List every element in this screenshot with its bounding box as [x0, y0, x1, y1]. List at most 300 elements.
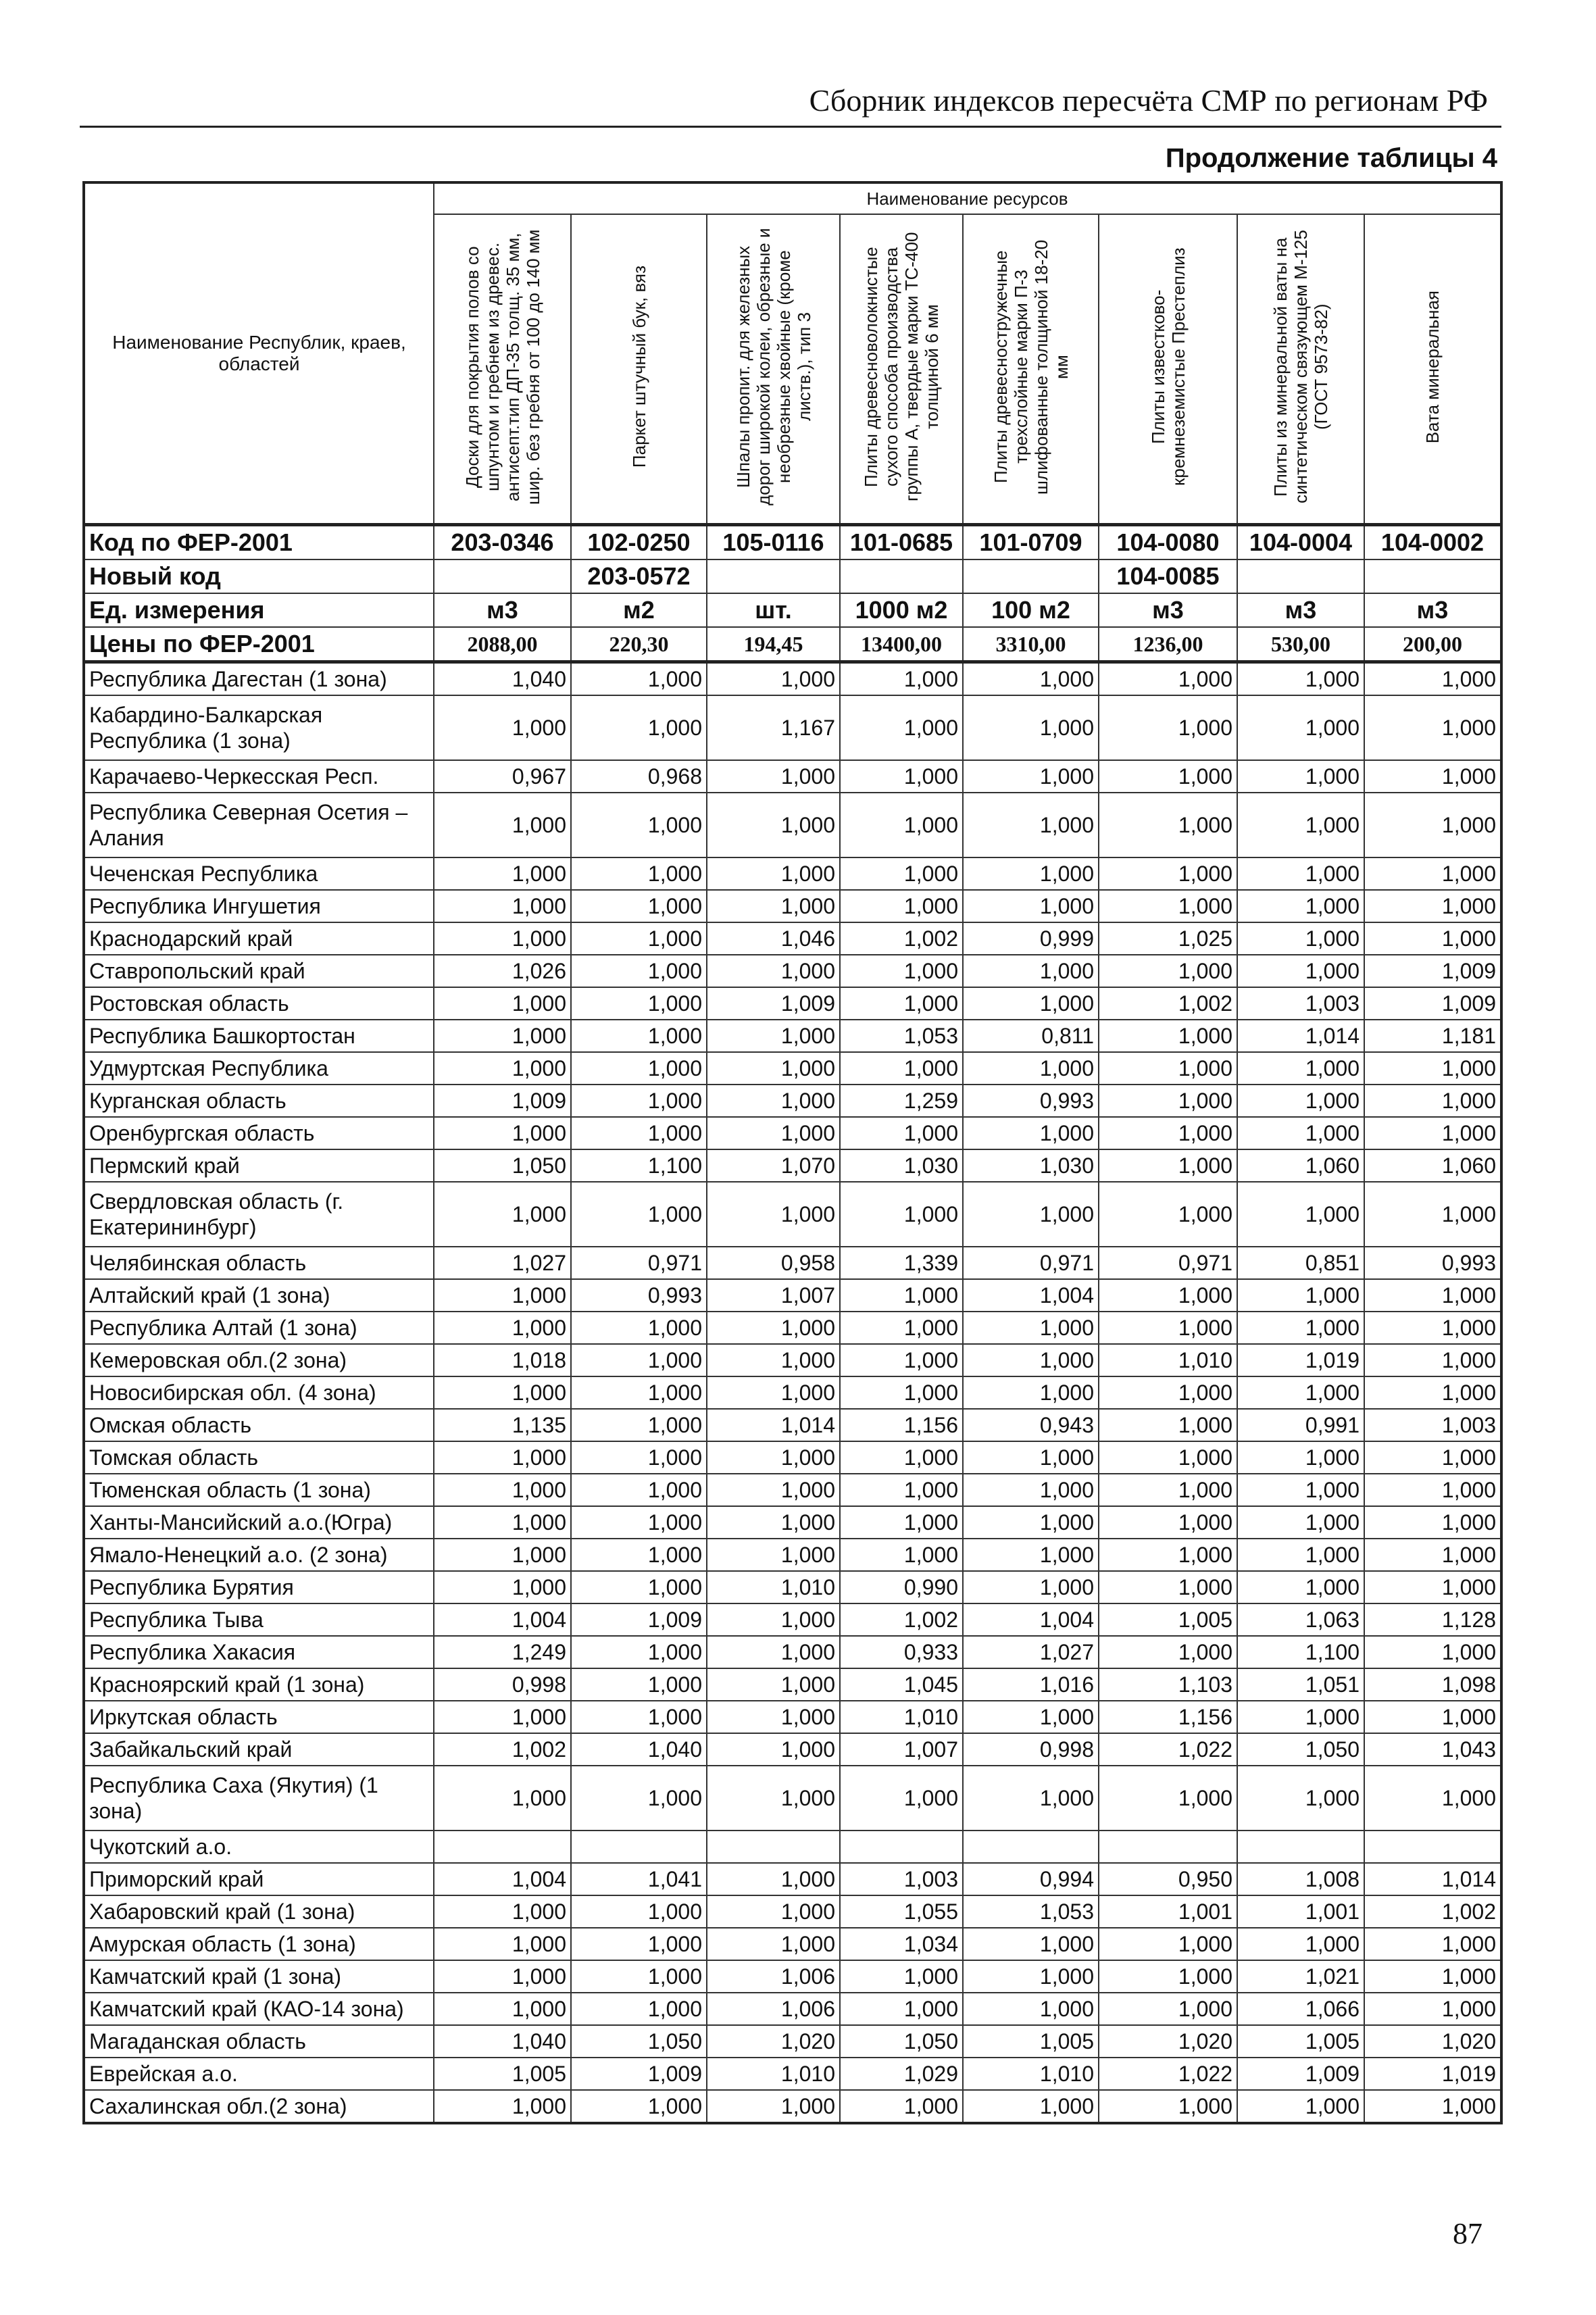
region-name: Хабаровский край (1 зона)	[84, 1895, 434, 1928]
running-title: Сборник индексов пересчёта СМР по регионам РФ	[809, 83, 1488, 118]
index-value: 1,000	[963, 1993, 1099, 2025]
table-row	[84, 695, 1501, 760]
index-value: 1,000	[434, 1701, 571, 1733]
index-value: 1,050	[434, 1149, 571, 1182]
index-value: 1,000	[1237, 1279, 1364, 1312]
code-row	[84, 525, 1501, 560]
index-value: 1,000	[1099, 1993, 1237, 2025]
index-value: 1,000	[434, 1312, 571, 1344]
index-value: 1,000	[571, 1539, 707, 1571]
index-value: 1,000	[434, 1928, 571, 1960]
region-name: Омская область	[84, 1409, 434, 1441]
index-value: 1,000	[963, 1117, 1099, 1149]
table-row	[84, 1149, 1501, 1182]
index-value: 1,014	[1237, 1020, 1364, 1052]
resource-name: Плиты из минеральной ваты на синтетическом связующем М-125 (ГОСТ 9573-82)	[1270, 230, 1331, 504]
resource-name-header	[571, 214, 707, 525]
new-code-row-cell	[1364, 559, 1501, 593]
index-value: 1,000	[1237, 1506, 1364, 1539]
index-value: 1,020	[707, 2025, 840, 2058]
index-value: 1,019	[1364, 2058, 1501, 2090]
index-value: 1,000	[1364, 1085, 1501, 1117]
index-value: 1,004	[434, 1603, 571, 1636]
index-value: 1,051	[1237, 1668, 1364, 1701]
resource-name: Шпалы пропит. для железных дорог широкой колеи, обрезные и необрезные хвойные (кроме листв.), тип 3	[732, 228, 814, 506]
index-value: 1,000	[1237, 1376, 1364, 1409]
region-name: Свердловская область (г. Екатерининбург)	[84, 1182, 434, 1247]
index-value: 1,003	[1237, 987, 1364, 1020]
index-value: 1,050	[571, 2025, 707, 2058]
index-value: 0,994	[963, 1863, 1099, 1895]
region-name: Приморский край	[84, 1863, 434, 1895]
index-value: 1,004	[434, 1863, 571, 1895]
index-value: 1,000	[1099, 1636, 1237, 1668]
index-value: 1,000	[1099, 857, 1237, 890]
index-value: 1,135	[434, 1409, 571, 1441]
unit-row	[84, 593, 1501, 627]
index-value: 1,000	[707, 1052, 840, 1085]
index-value: 1,000	[707, 1539, 840, 1571]
index-value: 1,029	[840, 2058, 963, 2090]
index-value: 1,000	[963, 1052, 1099, 1085]
index-value: 1,259	[840, 1085, 963, 1117]
code-row-cell: 101-0709	[963, 525, 1099, 560]
index-value: 1,000	[963, 1960, 1099, 1993]
index-value: 1,000	[1364, 1506, 1501, 1539]
index-value: 1,000	[571, 1441, 707, 1474]
index-value: 1,000	[840, 987, 963, 1020]
index-value: 1,043	[1364, 1733, 1501, 1766]
index-value: 1,009	[434, 1085, 571, 1117]
index-value: 1,000	[1099, 1960, 1237, 1993]
table-row	[84, 793, 1501, 857]
index-value	[1099, 1831, 1237, 1863]
index-value: 1,000	[963, 1474, 1099, 1506]
region-name: Забайкальский край	[84, 1733, 434, 1766]
index-value: 1,000	[571, 2090, 707, 2123]
resource-name-header	[1364, 214, 1501, 525]
index-value: 0,933	[840, 1636, 963, 1668]
index-value: 0,993	[963, 1085, 1099, 1117]
region-name: Курганская область	[84, 1085, 434, 1117]
index-value: 1,100	[571, 1149, 707, 1182]
index-value: 1,000	[1237, 955, 1364, 987]
index-value: 1,000	[840, 1539, 963, 1571]
table-row	[84, 2090, 1501, 2123]
index-value: 1,000	[707, 1603, 840, 1636]
index-value: 1,000	[571, 890, 707, 922]
index-value: 1,000	[1099, 695, 1237, 760]
index-value: 1,000	[840, 857, 963, 890]
unit-row-cell: м3	[1099, 593, 1237, 627]
index-value: 1,000	[840, 1441, 963, 1474]
index-value: 1,053	[963, 1895, 1099, 1928]
index-value: 1,000	[571, 987, 707, 1020]
index-value: 1,000	[434, 1020, 571, 1052]
table-row	[84, 1247, 1501, 1279]
index-value: 1,003	[840, 1863, 963, 1895]
index-value: 1,000	[434, 1571, 571, 1603]
index-value: 1,000	[707, 1895, 840, 1928]
resource-name: Плиты известково-кремнеземистые Престеплиз	[1147, 247, 1189, 487]
index-value: 1,000	[1364, 890, 1501, 922]
index-value: 1,000	[963, 1928, 1099, 1960]
index-value: 1,000	[1364, 1376, 1501, 1409]
index-value: 1,070	[707, 1149, 840, 1182]
index-value: 1,007	[840, 1733, 963, 1766]
index-value: 1,000	[963, 857, 1099, 890]
index-value: 1,000	[571, 1312, 707, 1344]
index-value: 1,020	[1364, 2025, 1501, 2058]
index-value: 1,027	[963, 1636, 1099, 1668]
index-value: 0,993	[1364, 1247, 1501, 1279]
index-value: 1,000	[571, 1668, 707, 1701]
index-value: 1,000	[963, 760, 1099, 793]
index-value: 1,000	[963, 987, 1099, 1020]
table-row	[84, 1052, 1501, 1085]
index-rows	[84, 662, 1501, 2124]
table-row	[84, 1895, 1501, 1928]
index-value: 1,000	[707, 1344, 840, 1376]
index-value: 1,339	[840, 1247, 963, 1279]
index-value: 1,046	[707, 922, 840, 955]
code-row-cell: 102-0250	[571, 525, 707, 560]
index-value: 1,000	[571, 857, 707, 890]
index-value: 1,000	[840, 695, 963, 760]
index-value: 1,000	[707, 1766, 840, 1831]
index-value	[1364, 1831, 1501, 1863]
index-value	[571, 1831, 707, 1863]
index-value: 1,000	[571, 1766, 707, 1831]
index-value: 1,100	[1237, 1636, 1364, 1668]
index-value: 1,000	[707, 1863, 840, 1895]
index-value: 1,060	[1364, 1149, 1501, 1182]
index-value: 1,000	[1099, 1506, 1237, 1539]
index-value: 0,967	[434, 760, 571, 793]
index-value: 1,000	[1237, 2090, 1364, 2123]
index-value: 1,128	[1364, 1603, 1501, 1636]
table-row	[84, 2025, 1501, 2058]
index-value: 1,000	[840, 955, 963, 987]
index-value: 1,003	[1364, 1409, 1501, 1441]
region-name: Ханты-Мансийский а.о.(Югра)	[84, 1506, 434, 1539]
price-row-cell: 200,00	[1364, 627, 1501, 662]
unit-row-label: Ед. измерения	[84, 593, 434, 627]
new-code-row	[84, 559, 1501, 593]
region-name: Новосибирская обл. (4 зона)	[84, 1376, 434, 1409]
index-value: 1,000	[707, 890, 840, 922]
index-value: 1,000	[1364, 1571, 1501, 1603]
index-value: 1,000	[571, 1085, 707, 1117]
index-value: 1,000	[707, 1085, 840, 1117]
index-value: 1,000	[963, 695, 1099, 760]
resource-name-header	[1237, 214, 1364, 525]
resource-name-header	[840, 214, 963, 525]
index-value: 1,000	[963, 1539, 1099, 1571]
index-value: 1,002	[1364, 1895, 1501, 1928]
index-value: 1,041	[571, 1863, 707, 1895]
index-value: 1,000	[1237, 1701, 1364, 1733]
table-row	[84, 1085, 1501, 1117]
table-row	[84, 857, 1501, 890]
index-value: 1,000	[707, 1020, 840, 1052]
index-value: 1,005	[1099, 1603, 1237, 1636]
index-value: 1,000	[1364, 922, 1501, 955]
index-value: 1,063	[1237, 1603, 1364, 1636]
index-value: 1,000	[434, 857, 571, 890]
table-row	[84, 922, 1501, 955]
index-value: 1,010	[840, 1701, 963, 1733]
table-row	[84, 1701, 1501, 1733]
table-row	[84, 1863, 1501, 1895]
index-value: 1,000	[571, 1928, 707, 1960]
index-value: 1,000	[434, 1474, 571, 1506]
index-value: 1,009	[571, 2058, 707, 2090]
index-value: 1,000	[571, 662, 707, 696]
table-row	[84, 1733, 1501, 1766]
table-row	[84, 1668, 1501, 1701]
index-value: 1,030	[963, 1149, 1099, 1182]
index-value: 1,002	[1099, 987, 1237, 1020]
index-value: 1,050	[1237, 1733, 1364, 1766]
index-value: 1,000	[707, 1733, 840, 1766]
index-value: 1,167	[707, 695, 840, 760]
index-value: 1,098	[1364, 1668, 1501, 1701]
resource-name: Плиты древесноволокнистые сухого способа производства группы А, твердые марки ТС-400 толщиной 6 мм	[861, 232, 942, 502]
index-value: 0,968	[571, 760, 707, 793]
index-value: 1,000	[707, 1441, 840, 1474]
index-value: 1,006	[707, 1960, 840, 1993]
index-value: 1,000	[571, 695, 707, 760]
index-value: 1,000	[1237, 890, 1364, 922]
index-value: 1,000	[571, 1474, 707, 1506]
index-value: 1,040	[571, 1733, 707, 1766]
table-row	[84, 760, 1501, 793]
unit-row-cell: 100 м2	[963, 593, 1099, 627]
table-row	[84, 890, 1501, 922]
index-value: 1,000	[1099, 1149, 1237, 1182]
region-name: Республика Бурятия	[84, 1571, 434, 1603]
index-value: 1,000	[963, 1701, 1099, 1733]
region-name: Республика Хакасия	[84, 1636, 434, 1668]
index-value: 1,000	[707, 1474, 840, 1506]
index-value: 1,000	[434, 1895, 571, 1928]
index-value: 0,991	[1237, 1409, 1364, 1441]
index-value: 1,000	[840, 662, 963, 696]
index-value: 1,053	[840, 1020, 963, 1052]
index-value: 1,000	[1364, 1182, 1501, 1247]
index-value: 1,000	[840, 1117, 963, 1149]
region-name: Еврейская а.о.	[84, 2058, 434, 2090]
region-name: Амурская область (1 зона)	[84, 1928, 434, 1960]
region-name: Республика Ингушетия	[84, 890, 434, 922]
index-value: 1,000	[963, 1344, 1099, 1376]
table-row	[84, 1409, 1501, 1441]
index-value	[840, 1831, 963, 1863]
region-name: Ростовская область	[84, 987, 434, 1020]
index-value: 1,000	[1099, 793, 1237, 857]
index-value: 1,000	[571, 1376, 707, 1409]
index-value: 0,971	[1099, 1247, 1237, 1279]
index-value: 1,045	[840, 1668, 963, 1701]
region-name: Сахалинская обл.(2 зона)	[84, 2090, 434, 2123]
index-value: 1,000	[1237, 662, 1364, 696]
region-name: Алтайский край (1 зона)	[84, 1279, 434, 1312]
resources-header: Наименование ресурсов	[434, 182, 1501, 214]
index-value: 1,000	[1099, 1441, 1237, 1474]
index-value: 1,000	[571, 922, 707, 955]
code-row-label: Код по ФЕР-2001	[84, 525, 434, 560]
index-value: 1,156	[1099, 1701, 1237, 1733]
index-value: 1,000	[434, 890, 571, 922]
index-value: 1,000	[1099, 1376, 1237, 1409]
index-value: 1,000	[1237, 1052, 1364, 1085]
index-value: 1,000	[1237, 760, 1364, 793]
new-code-row-cell	[1237, 559, 1364, 593]
index-value: 0,950	[1099, 1863, 1237, 1895]
index-value: 1,020	[1099, 2025, 1237, 2058]
region-name: Камчатский край (1 зона)	[84, 1960, 434, 1993]
index-value: 1,000	[1099, 1312, 1237, 1344]
index-value: 1,000	[707, 1506, 840, 1539]
region-name: Республика Северная Осетия – Алания	[84, 793, 434, 857]
index-value: 1,000	[1099, 1052, 1237, 1085]
index-value: 1,000	[1099, 1571, 1237, 1603]
index-value: 1,000	[1364, 1960, 1501, 1993]
index-value: 1,000	[1099, 1539, 1237, 1571]
index-value: 1,000	[963, 662, 1099, 696]
index-value: 1,000	[1099, 1279, 1237, 1312]
price-row-cell: 2088,00	[434, 627, 571, 662]
index-value: 1,021	[1237, 1960, 1364, 1993]
index-value: 1,000	[1364, 1312, 1501, 1344]
index-value: 1,000	[434, 1506, 571, 1539]
table-row	[84, 1831, 1501, 1863]
index-value: 1,000	[1364, 857, 1501, 890]
index-value: 1,000	[707, 662, 840, 696]
region-name: Краснодарский край	[84, 922, 434, 955]
index-value: 1,000	[840, 1182, 963, 1247]
index-value: 1,030	[840, 1149, 963, 1182]
index-value: 0,958	[707, 1247, 840, 1279]
index-value: 1,000	[571, 955, 707, 987]
index-value: 1,050	[840, 2025, 963, 2058]
region-name: Тюменская область (1 зона)	[84, 1474, 434, 1506]
region-name: Иркутская область	[84, 1701, 434, 1733]
code-row-cell: 104-0004	[1237, 525, 1364, 560]
table-row	[84, 1766, 1501, 1831]
index-value: 1,014	[707, 1409, 840, 1441]
index-value	[963, 1831, 1099, 1863]
index-value: 1,000	[1099, 1085, 1237, 1117]
index-value: 1,000	[434, 1441, 571, 1474]
new-code-row-cell	[840, 559, 963, 593]
index-value: 1,000	[1237, 1441, 1364, 1474]
index-value: 1,000	[840, 1766, 963, 1831]
table-row	[84, 1020, 1501, 1052]
region-name: Кемеровская обл.(2 зона)	[84, 1344, 434, 1376]
index-value	[1237, 1831, 1364, 1863]
index-value: 1,000	[1364, 2090, 1501, 2123]
index-value: 1,000	[1364, 1539, 1501, 1571]
unit-row-cell: м3	[1364, 593, 1501, 627]
index-value: 1,007	[707, 1279, 840, 1312]
region-name: Челябинская область	[84, 1247, 434, 1279]
code-row-cell: 203-0346	[434, 525, 571, 560]
index-value: 1,000	[840, 2090, 963, 2123]
index-value: 1,000	[434, 1117, 571, 1149]
index-value: 1,000	[1364, 1474, 1501, 1506]
index-value: 1,249	[434, 1636, 571, 1668]
index-value: 1,000	[963, 1376, 1099, 1409]
region-name: Красноярский край (1 зона)	[84, 1668, 434, 1701]
index-value: 1,156	[840, 1409, 963, 1441]
index-value: 1,040	[434, 662, 571, 696]
index-value: 1,000	[571, 1960, 707, 1993]
header-rule	[80, 126, 1501, 128]
index-value: 1,000	[571, 1571, 707, 1603]
index-value: 1,000	[963, 1766, 1099, 1831]
index-value: 1,009	[1237, 2058, 1364, 2090]
index-value: 1,000	[963, 890, 1099, 922]
price-row-cell: 3310,00	[963, 627, 1099, 662]
unit-row-cell: м3	[434, 593, 571, 627]
index-value: 1,000	[1099, 1928, 1237, 1960]
price-row	[84, 627, 1501, 662]
index-value: 1,000	[571, 1506, 707, 1539]
table-row	[84, 2058, 1501, 2090]
index-value: 1,004	[963, 1279, 1099, 1312]
index-value: 1,000	[571, 1409, 707, 1441]
index-value: 1,000	[434, 1960, 571, 1993]
table-row	[84, 1539, 1501, 1571]
index-value: 1,103	[1099, 1668, 1237, 1701]
index-value: 1,008	[1237, 1863, 1364, 1895]
index-value: 1,000	[840, 890, 963, 922]
index-value: 0,990	[840, 1571, 963, 1603]
new-code-row-cell	[707, 559, 840, 593]
index-value: 1,000	[1099, 662, 1237, 696]
index-value: 1,000	[840, 1506, 963, 1539]
index-value: 1,000	[434, 1376, 571, 1409]
index-value: 1,000	[1364, 1766, 1501, 1831]
index-value: 1,000	[963, 1312, 1099, 1344]
index-value: 1,000	[963, 1182, 1099, 1247]
index-value: 1,000	[840, 1052, 963, 1085]
index-value: 1,000	[571, 1701, 707, 1733]
index-value: 1,066	[1237, 1993, 1364, 2025]
index-value: 1,002	[434, 1733, 571, 1766]
index-value: 1,000	[571, 1117, 707, 1149]
index-value: 1,000	[1099, 1117, 1237, 1149]
index-value: 1,034	[840, 1928, 963, 1960]
index-value: 1,000	[1237, 1474, 1364, 1506]
price-row-cell: 13400,00	[840, 627, 963, 662]
index-value: 0,971	[963, 1247, 1099, 1279]
resource-name-header	[434, 214, 571, 525]
table-row	[84, 1636, 1501, 1668]
unit-row-cell: 1000 м2	[840, 593, 963, 627]
table-row	[84, 1312, 1501, 1344]
index-value: 1,002	[840, 1603, 963, 1636]
region-name: Республика Саха (Якутия) (1 зона)	[84, 1766, 434, 1831]
resource-name: Паркет штучный бук, вяз	[628, 266, 649, 468]
index-value: 1,000	[434, 1182, 571, 1247]
index-value: 1,009	[571, 1603, 707, 1636]
code-row-cell: 101-0685	[840, 525, 963, 560]
index-value: 1,000	[571, 1993, 707, 2025]
new-code-row-label: Новый код	[84, 559, 434, 593]
